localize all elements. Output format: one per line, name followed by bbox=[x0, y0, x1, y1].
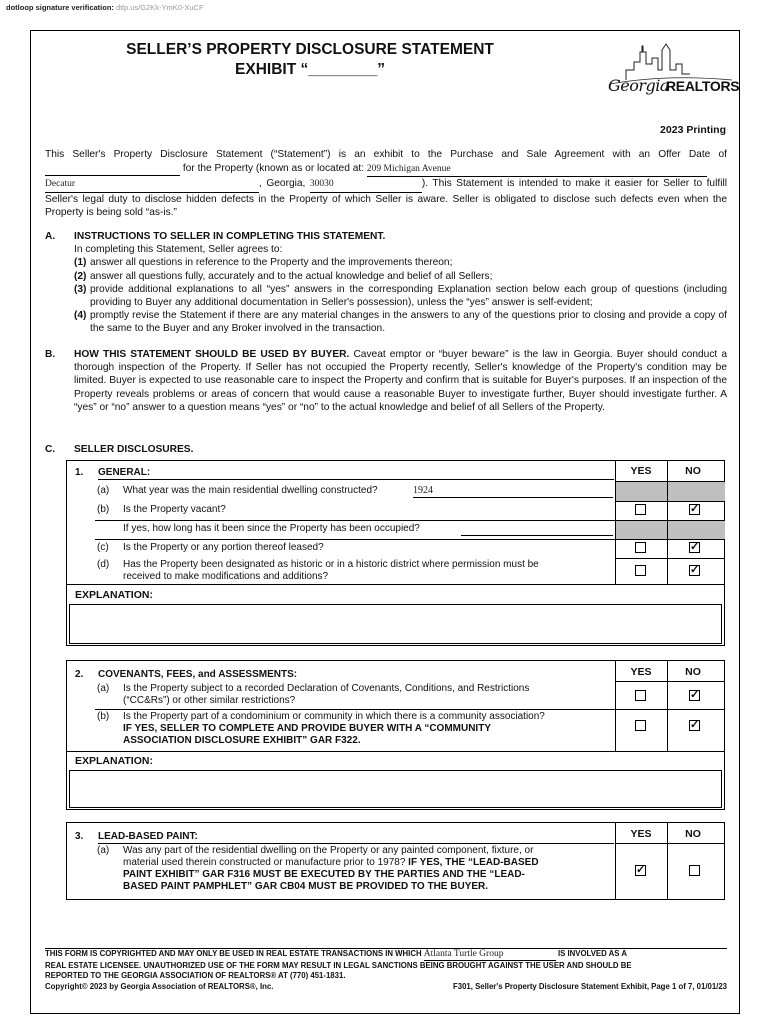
lead-a-label: (a) bbox=[97, 845, 110, 856]
general-explanation-label: EXPLANATION: bbox=[75, 589, 153, 601]
question-d-label: (d) bbox=[97, 559, 110, 570]
covenants-explanation-field[interactable] bbox=[69, 770, 722, 808]
intro-paragraph bbox=[45, 148, 727, 220]
city-field[interactable]: Decatur bbox=[45, 178, 259, 193]
leased-no-checkbox[interactable]: ✓ bbox=[690, 541, 700, 553]
property-address-field[interactable]: 209 Michigan Avenue bbox=[367, 163, 707, 178]
covenants-b-text-2: IF YES, SELLER TO COMPLETE AND PROVIDE BUYER WITH A “COMMUNITY bbox=[123, 723, 491, 734]
lead-paint-section bbox=[66, 822, 725, 900]
covenants-explanation-label: EXPLANATION: bbox=[75, 755, 153, 767]
section-c bbox=[45, 443, 727, 456]
year-built-field[interactable]: 1924 bbox=[413, 485, 613, 498]
section-c-heading: SELLER DISCLOSURES. bbox=[74, 444, 194, 455]
general-explanation-field[interactable] bbox=[69, 604, 722, 644]
lead-yes-checkbox[interactable]: ✓ bbox=[636, 864, 646, 876]
covenants-a-text-1: Is the Property subject to a recorded Declaration of Covenants, Conditions, and Restrictions bbox=[123, 683, 530, 694]
instruction-item: (1) answer all questions in reference to the Property and the improvements thereon; bbox=[74, 257, 453, 269]
lead-number: 3. bbox=[75, 831, 84, 842]
question-d-text-2: received to make modifications and additions? bbox=[123, 571, 329, 582]
question-d-text-1: Has the Property been designated as historic or in a historic district where permission must be bbox=[123, 559, 539, 570]
footer-line-2: REAL ESTATE LICENSEE. UNAUTHORIZED USE OF THE FORM MAY RESULT IN LEGAL SANCTIONS BEING BROUGHT AGAINST THE USER AND SHOULD BE bbox=[45, 960, 632, 970]
zip-field[interactable]: 30030 bbox=[310, 178, 422, 193]
covenants-section bbox=[66, 660, 725, 810]
verification-link[interactable]: dtlp.us/G2Kk-YmK0-XuCF bbox=[116, 3, 204, 12]
lead-a-text-4: BASED PAINT PAMPHLET” GAR CB04 MUST BE PROVIDED TO THE BUYER. bbox=[123, 881, 489, 892]
logo-text: REALTORS bbox=[666, 78, 740, 94]
brokerage-field[interactable]: Atlanta Turtle Group bbox=[424, 949, 556, 961]
section-b-label: B. bbox=[45, 349, 56, 360]
covenants-number: 2. bbox=[75, 669, 84, 680]
association-no-checkbox[interactable]: ✓ bbox=[690, 719, 700, 731]
vacant-no-checkbox[interactable]: ✓ bbox=[690, 503, 700, 515]
covenants-heading: COVENANTS, FEES, and ASSESSMENTS: bbox=[98, 669, 298, 680]
title-line-1: SELLER’S PROPERTY DISCLOSURE STATEMENT bbox=[126, 41, 494, 58]
document-title bbox=[30, 40, 590, 80]
footer-line-3: REPORTED TO THE GEORGIA ASSOCIATION OF REALTORS® AT (770) 451-1831. bbox=[45, 971, 346, 980]
general-heading: GENERAL: bbox=[98, 467, 614, 480]
covenants-a-text-2: (“CC&Rs”) or other similar restrictions? bbox=[123, 695, 296, 706]
offer-date-field[interactable] bbox=[45, 162, 180, 177]
verification-label: dotloop signature verification: bbox=[6, 3, 114, 12]
printing-year: 2023 Printing bbox=[660, 124, 726, 136]
covenants-b-text-3: ASSOCIATION DISCLOSURE EXHIBIT” GAR F322. bbox=[123, 735, 361, 746]
section-a bbox=[45, 230, 727, 336]
signature-verification bbox=[6, 3, 204, 12]
historic-yes-checkbox[interactable] bbox=[635, 565, 646, 576]
form-id: F301, Seller's Property Disclosure Statement Exhibit, Page 1 of 7, 01/01/23 bbox=[453, 981, 727, 991]
logo-script: Georgia bbox=[608, 76, 669, 95]
no-header: NO bbox=[685, 465, 701, 477]
question-b-followup: If yes, how long has it been since the Property has been occupied? bbox=[123, 523, 420, 534]
section-b-heading: HOW THIS STATEMENT SHOULD BE USED BY BUYER. bbox=[74, 349, 350, 360]
lead-heading: LEAD-BASED PAINT: bbox=[98, 831, 614, 844]
lead-a-text-1: Was any part of the residential dwelling on the Property or any painted component, fixture, or bbox=[123, 845, 534, 856]
general-number: 1. bbox=[75, 467, 84, 478]
section-b bbox=[45, 348, 727, 414]
question-c-text: Is the Property or any portion thereof leased? bbox=[123, 542, 324, 553]
leased-yes-checkbox[interactable] bbox=[635, 542, 646, 553]
instruction-item: (3) provide additional explanations to all “yes” answers in the corresponding Explanation section below each group of questions (including providing to Buyer any additional documentation in Seller's possession), unless the “yes” answer is self-evident; bbox=[74, 283, 727, 309]
yes-header: YES bbox=[630, 465, 652, 477]
occupied-duration-field[interactable] bbox=[461, 535, 613, 536]
instruction-item: (2) answer all questions fully, accurately and to the actual knowledge and belief of all Sellers; bbox=[74, 270, 493, 282]
question-c-label: (c) bbox=[97, 542, 109, 553]
historic-no-checkbox[interactable]: ✓ bbox=[690, 564, 700, 576]
ccr-no-checkbox[interactable]: ✓ bbox=[690, 689, 700, 701]
section-a-label: A. bbox=[45, 231, 56, 242]
association-yes-checkbox[interactable] bbox=[635, 720, 646, 731]
covenants-b-label: (b) bbox=[97, 711, 110, 722]
lead-a-text-2a: material used therein constructed or manufacture prior to 1978? bbox=[123, 857, 406, 868]
no-header: NO bbox=[685, 828, 701, 840]
question-a-text: What year was the main residential dwelling constructed? bbox=[123, 485, 378, 496]
intro-part-3: , Georgia, bbox=[259, 178, 306, 189]
copyright: Copyright© 2023 by Georgia Association of REALTORS®, Inc. bbox=[45, 981, 274, 991]
footer-line-1a: THIS FORM IS COPYRIGHTED AND MAY ONLY BE USED IN REAL ESTATE TRANSACTIONS IN WHICH bbox=[45, 949, 422, 958]
intro-part-4: ). This Statement is intended to make it easier for Seller to fulfill Seller's legal duty to disclose hidden defects in the Property of which Seller is aware. Seller is obligated to disclose such defects even when the Property is being sold “as-is.” bbox=[45, 178, 727, 218]
intro-part-1: This Seller's Property Disclosure Statement (“Statement”) is an exhibit to the Purchase and Sale Agreement with an Offer Date of bbox=[45, 149, 727, 160]
question-a-label: (a) bbox=[97, 485, 110, 496]
footer-line-1b: IS INVOLVED AS A bbox=[557, 949, 627, 958]
lead-a-text-2b: IF YES, THE “LEAD-BASED bbox=[408, 857, 539, 868]
ccr-yes-checkbox[interactable] bbox=[635, 690, 646, 701]
georgia-realtors-logo bbox=[606, 40, 740, 98]
covenants-a-label: (a) bbox=[97, 683, 110, 694]
general-section bbox=[66, 460, 725, 646]
question-b-text: Is the Property vacant? bbox=[123, 504, 226, 515]
instruction-item: (4) promptly revise the Statement if there are any material changes in the answers to any of the questions prior to closing and provide a copy of the same to the Buyer and any Broker involved in the transaction. bbox=[74, 310, 727, 335]
question-b-label: (b) bbox=[97, 504, 110, 515]
lead-no-checkbox[interactable] bbox=[689, 865, 700, 876]
yes-header: YES bbox=[630, 828, 652, 840]
footer bbox=[45, 948, 727, 992]
section-c-label: C. bbox=[45, 444, 56, 455]
no-header: NO bbox=[685, 666, 701, 678]
intro-part-2: for the Property (known as or located at: bbox=[182, 162, 365, 174]
section-a-heading: INSTRUCTIONS TO SELLER IN COMPLETING THIS STATEMENT. bbox=[74, 231, 386, 242]
lead-a-text-3: PAINT EXHIBIT” GAR F316 MUST BE EXECUTED BY THE PARTIES AND THE “LEAD- bbox=[123, 869, 525, 880]
section-b-text: Caveat emptor or “buyer beware” is the law in Georgia. Buyer should conduct a thorough inspection of the Property. If Seller has not occupied the Property recently, Seller's knowledge of the Property's condition may be limited. Buyer is expected to use reasonable care to inspect the Property and confirm that is suitable for Buyer's purposes. If an inspection of the Property reveals problems or areas of concern that would cause a reasonable Buyer to investigate further, Buyer should investigate further. A “yes” or “no” answer to a question means “yes” or “no” to the actual knowledge and belief of all Sellers of the Property. bbox=[74, 349, 727, 413]
section-a-lead: In completing this Statement, Seller agrees to: bbox=[74, 244, 283, 256]
title-line-2: EXHIBIT “________” bbox=[235, 61, 385, 78]
vacant-yes-checkbox[interactable] bbox=[635, 504, 646, 515]
covenants-b-text-1: Is the Property part of a condominium or community in which there is a community association? bbox=[123, 711, 545, 722]
yes-header: YES bbox=[630, 666, 652, 678]
